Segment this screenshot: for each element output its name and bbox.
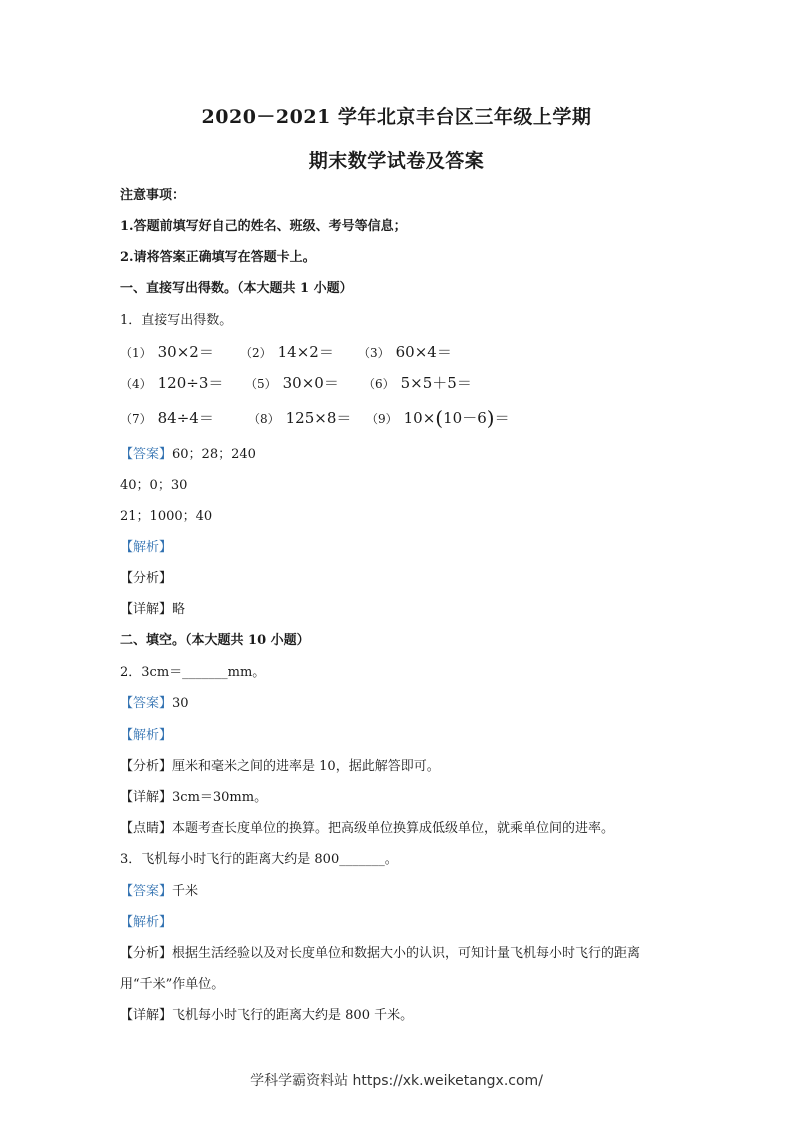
footer-watermark: 学科学霸资料站 https://xk.weiketangx.com/ — [250, 1073, 543, 1089]
analysis-tag-3: 【解析】 — [120, 915, 173, 930]
answer-1: 【答案】60；28；240 — [120, 447, 256, 462]
answer-1-line-2: 40；0；30 — [120, 478, 188, 493]
math-item: （7） 84÷4＝ — [120, 409, 214, 427]
answer-tag: 【答案】 — [120, 696, 173, 711]
fenxi-2: 【分析】厘米和毫米之间的进率是 10，据此解答即可。 — [120, 759, 440, 774]
fenxi-3: 【分析】根据生活经验以及对长度单位和数据大小的认识，可知计量飞机每小时飞行的距离 — [120, 946, 641, 961]
analysis-tag-1: 【解析】 — [120, 540, 173, 555]
notes-heading: 注意事项： — [120, 188, 186, 203]
math-item: （4） 120÷3＝ — [120, 374, 224, 392]
fenxi-3-line-2: 用“千米”作单位。 — [120, 977, 225, 992]
notes-item-1: 1.答题前填写好自己的姓名、班级、考号等信息； — [120, 219, 407, 234]
answer-2: 【答案】30 — [120, 696, 189, 711]
math-item: （5） 30×0＝ — [245, 374, 339, 392]
answer-tag: 【答案】 — [120, 884, 173, 899]
page-subtitle: 期末数学试卷及答案 — [308, 150, 485, 172]
notes-item-2: 2.请将答案正确填写在答题卡上。 — [120, 250, 316, 265]
xiangjie-2: 【详解】3cm＝30mm。 — [120, 790, 268, 805]
math-item: （6） 5×5＋5＝ — [363, 374, 472, 392]
section-2-heading: 二、填空。（本大题共 10 小题） — [120, 633, 310, 648]
question-3: 3．飞机每小时飞行的距离大约是 800_______。 — [120, 852, 398, 867]
page-title: 2020－2021 学年北京丰台区三年级上学期 — [201, 106, 592, 128]
question-1: 1．直接写出得数。 — [120, 313, 233, 328]
math-item: （3） 60×4＝ — [358, 343, 452, 361]
math-item: （8） 125×8＝ — [248, 409, 352, 427]
question-2: 2．3cm＝_______mm。 — [120, 665, 266, 680]
math-item: （2） 14×2＝ — [240, 343, 334, 361]
answer-3: 【答案】千米 — [120, 884, 199, 899]
analysis-tag-2: 【解析】 — [120, 728, 173, 743]
math-item: （1） 30×2＝ — [120, 343, 214, 361]
answer-tag: 【答案】 — [120, 447, 173, 462]
fenxi-1: 【分析】 — [120, 571, 173, 586]
xiangjie-1: 【详解】略 — [120, 602, 186, 617]
math-item: （9） 10×(10－6)＝ — [366, 406, 510, 430]
dianjing-2: 【点睛】本题考查长度单位的换算。把高级单位换算成低级单位，就乘单位间的进率。 — [120, 821, 615, 836]
answer-1-line-3: 21；1000；40 — [120, 509, 213, 524]
xiangjie-3: 【详解】飞机每小时飞行的距离大约是 800 千米。 — [120, 1008, 414, 1023]
section-1-heading: 一、直接写出得数。（本大题共 1 小题） — [120, 281, 353, 296]
